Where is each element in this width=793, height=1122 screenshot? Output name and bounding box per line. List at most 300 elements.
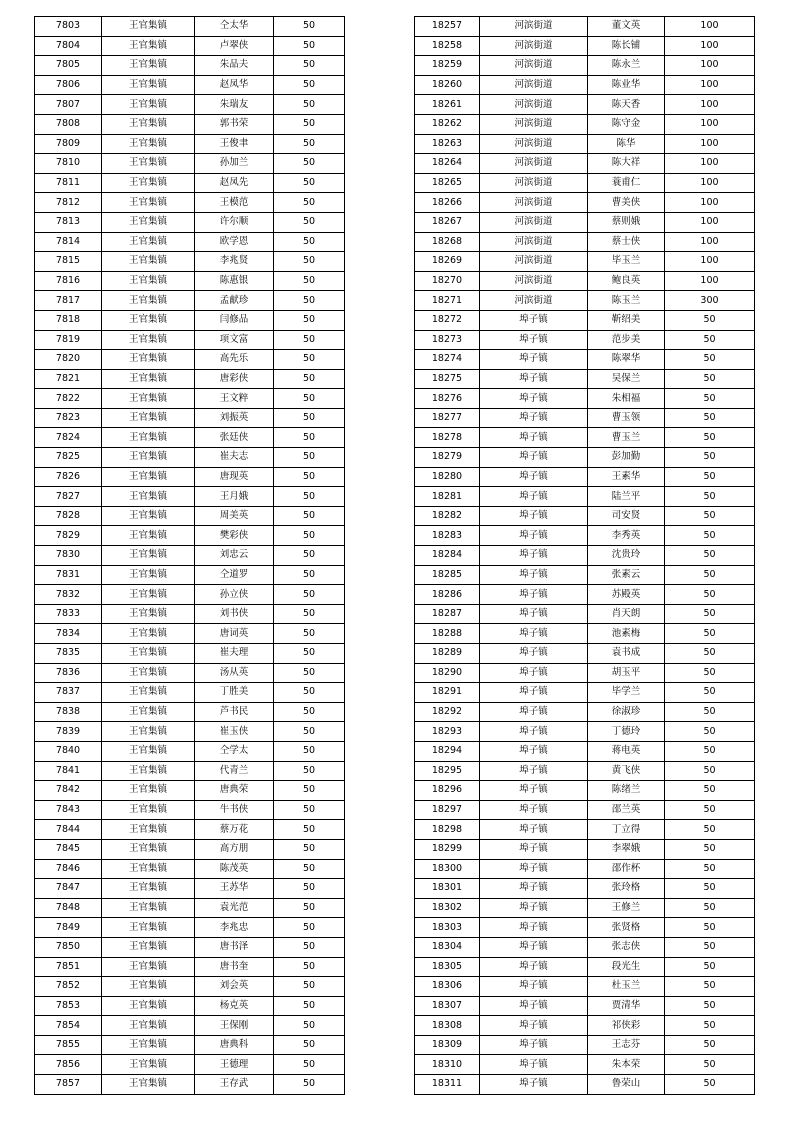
cell-name: 陈玉兰 [588,291,665,311]
table-row [415,1035,755,1055]
table-row [35,859,345,879]
cell-town: 河滨街道 [480,232,588,252]
table-row [415,448,755,468]
cell-town: 王官集镇 [102,154,195,174]
table-row [415,820,755,840]
cell-town: 王官集镇 [102,683,195,703]
cell-id: 18261 [415,95,480,115]
cell-id: 18298 [415,820,480,840]
cell-id: 7837 [35,683,102,703]
cell-id: 18282 [415,506,480,526]
cell-id: 18280 [415,467,480,487]
cell-amount: 50 [274,467,345,487]
cell-town: 埠子镇 [480,448,588,468]
cell-id: 7843 [35,800,102,820]
cell-amount: 50 [274,604,345,624]
cell-name: 李秀英 [588,526,665,546]
table-row [415,741,755,761]
cell-town: 埠子镇 [480,350,588,370]
cell-name: 蓑甫仁 [588,173,665,193]
cell-name: 王模范 [195,193,274,213]
table-row [35,761,345,781]
cell-amount: 50 [665,702,755,722]
cell-town: 埠子镇 [480,663,588,683]
table-row [35,937,345,957]
cell-amount: 50 [665,1055,755,1075]
table-row [415,977,755,997]
table-row [35,467,345,487]
cell-id: 18278 [415,428,480,448]
cell-name: 蔡则娥 [588,212,665,232]
cell-id: 18305 [415,957,480,977]
table-row [415,95,755,115]
table-row [35,585,345,605]
cell-town: 王官集镇 [102,604,195,624]
cell-amount: 100 [665,36,755,56]
table-row [35,350,345,370]
cell-town: 王官集镇 [102,781,195,801]
table-row [415,781,755,801]
cell-town: 埠子镇 [480,624,588,644]
cell-amount: 50 [274,996,345,1016]
cell-name: 袁光范 [195,898,274,918]
cell-amount: 50 [274,330,345,350]
cell-name: 贾清华 [588,996,665,1016]
cell-name: 陈惠银 [195,271,274,291]
table-row [35,918,345,938]
cell-id: 18286 [415,585,480,605]
table-row [35,369,345,389]
cell-town: 王官集镇 [102,252,195,272]
cell-amount: 50 [274,957,345,977]
cell-name: 唐书泽 [195,937,274,957]
table-row [415,506,755,526]
cell-id: 7846 [35,859,102,879]
cell-name: 张贤格 [588,918,665,938]
cell-id: 7832 [35,585,102,605]
cell-name: 毕玉兰 [588,252,665,272]
cell-town: 河滨街道 [480,154,588,174]
cell-id: 18297 [415,800,480,820]
cell-id: 18310 [415,1055,480,1075]
cell-town: 埠子镇 [480,957,588,977]
cell-amount: 100 [665,252,755,272]
cell-id: 18283 [415,526,480,546]
cell-id: 7857 [35,1075,102,1095]
table-row [35,1075,345,1095]
cell-town: 河滨街道 [480,252,588,272]
table-row [415,1055,755,1075]
cell-town: 埠子镇 [480,918,588,938]
cell-amount: 50 [274,173,345,193]
cell-amount: 100 [665,134,755,154]
cell-id: 7808 [35,114,102,134]
cell-amount: 50 [665,918,755,938]
cell-name: 高方朋 [195,839,274,859]
cell-id: 18275 [415,369,480,389]
cell-id: 18311 [415,1075,480,1095]
cell-name: 池素梅 [588,624,665,644]
table-row [35,408,345,428]
cell-id: 7804 [35,36,102,56]
cell-amount: 100 [665,17,755,37]
cell-name: 陈长铺 [588,36,665,56]
cell-town: 王官集镇 [102,526,195,546]
cell-amount: 50 [274,193,345,213]
cell-name: 朱相福 [588,389,665,409]
cell-id: 7809 [35,134,102,154]
table-row [415,898,755,918]
cell-town: 埠子镇 [480,820,588,840]
cell-name: 沈贵玲 [588,546,665,566]
table-row [35,977,345,997]
cell-town: 王官集镇 [102,193,195,213]
cell-name: 王素华 [588,467,665,487]
cell-name: 张素云 [588,565,665,585]
cell-name: 蔡万花 [195,820,274,840]
cell-amount: 100 [665,173,755,193]
cell-id: 18309 [415,1035,480,1055]
cell-town: 埠子镇 [480,859,588,879]
cell-town: 埠子镇 [480,585,588,605]
cell-id: 18269 [415,252,480,272]
table-row [415,369,755,389]
cell-id: 7851 [35,957,102,977]
table-row [35,212,345,232]
cell-town: 王官集镇 [102,428,195,448]
cell-id: 18293 [415,722,480,742]
cell-town: 王官集镇 [102,408,195,428]
table-row [35,193,345,213]
cell-town: 王官集镇 [102,212,195,232]
table-row [35,506,345,526]
cell-name: 段光生 [588,957,665,977]
cell-town: 埠子镇 [480,428,588,448]
table-row [415,761,755,781]
cell-town: 埠子镇 [480,506,588,526]
cell-id: 7836 [35,663,102,683]
cell-id: 18258 [415,36,480,56]
cell-id: 18290 [415,663,480,683]
table-row [35,839,345,859]
cell-town: 王官集镇 [102,310,195,330]
cell-amount: 100 [665,271,755,291]
cell-id: 18262 [415,114,480,134]
cell-name: 杜玉兰 [588,977,665,997]
cell-town: 河滨街道 [480,173,588,193]
table-row [415,389,755,409]
cell-id: 7833 [35,604,102,624]
cell-town: 河滨街道 [480,36,588,56]
cell-town: 王官集镇 [102,17,195,37]
cell-name: 崔夫理 [195,644,274,664]
cell-amount: 50 [665,957,755,977]
table-row [415,722,755,742]
left-table-body [35,17,345,1095]
cell-amount: 50 [274,565,345,585]
table-row [35,741,345,761]
cell-amount: 50 [274,663,345,683]
table-row [35,75,345,95]
table-row [35,526,345,546]
cell-town: 王官集镇 [102,134,195,154]
cell-name: 朱瑞友 [195,95,274,115]
cell-town: 王官集镇 [102,1055,195,1075]
table-row [415,487,755,507]
cell-amount: 50 [274,624,345,644]
table-row [415,957,755,977]
table-row [415,996,755,1016]
cell-amount: 50 [274,977,345,997]
cell-id: 18259 [415,56,480,76]
cell-name: 唐彩侠 [195,369,274,389]
cell-name: 项文富 [195,330,274,350]
cell-amount: 50 [274,56,345,76]
cell-name: 祁侠彩 [588,1016,665,1036]
cell-id: 7821 [35,369,102,389]
cell-name: 刘书侠 [195,604,274,624]
cell-town: 王官集镇 [102,291,195,311]
cell-name: 崔夫志 [195,448,274,468]
cell-id: 7810 [35,154,102,174]
table-row [35,252,345,272]
cell-id: 7827 [35,487,102,507]
cell-town: 埠子镇 [480,604,588,624]
cell-amount: 100 [665,212,755,232]
table-row [415,937,755,957]
cell-id: 7806 [35,75,102,95]
table-row [415,75,755,95]
table-row [35,56,345,76]
table-row [415,683,755,703]
cell-id: 7817 [35,291,102,311]
cell-id: 18279 [415,448,480,468]
cell-amount: 100 [665,154,755,174]
cell-id: 18301 [415,879,480,899]
cell-town: 王官集镇 [102,114,195,134]
cell-amount: 50 [274,134,345,154]
table-row [35,800,345,820]
cell-amount: 50 [274,1016,345,1036]
cell-name: 陈茂英 [195,859,274,879]
cell-town: 埠子镇 [480,722,588,742]
table-row [415,134,755,154]
cell-name: 芦书民 [195,702,274,722]
cell-id: 18292 [415,702,480,722]
table-row [415,428,755,448]
cell-town: 王官集镇 [102,820,195,840]
cell-amount: 50 [665,585,755,605]
cell-name: 崔玉侠 [195,722,274,742]
cell-name: 李兆贤 [195,252,274,272]
cell-id: 7844 [35,820,102,840]
cell-amount: 50 [665,310,755,330]
cell-town: 王官集镇 [102,879,195,899]
cell-id: 7818 [35,310,102,330]
cell-name: 陈天香 [588,95,665,115]
table-row [35,996,345,1016]
table-row [35,17,345,37]
table-row [35,1016,345,1036]
table-row [35,565,345,585]
cell-id: 7849 [35,918,102,938]
cell-town: 埠子镇 [480,467,588,487]
cell-id: 7845 [35,839,102,859]
cell-id: 7830 [35,546,102,566]
cell-id: 7820 [35,350,102,370]
table-row [35,546,345,566]
table-row [35,663,345,683]
cell-town: 王官集镇 [102,918,195,938]
cell-id: 7812 [35,193,102,213]
table-row [35,173,345,193]
cell-amount: 50 [274,95,345,115]
table-row [35,879,345,899]
cell-amount: 50 [665,741,755,761]
table-row [415,330,755,350]
cell-amount: 50 [274,839,345,859]
cell-name: 杨克英 [195,996,274,1016]
cell-town: 河滨街道 [480,95,588,115]
cell-name: 丁立得 [588,820,665,840]
cell-town: 埠子镇 [480,879,588,899]
cell-town: 埠子镇 [480,996,588,1016]
cell-id: 18281 [415,487,480,507]
cell-id: 7815 [35,252,102,272]
table-row [415,546,755,566]
cell-amount: 100 [665,232,755,252]
cell-id: 18299 [415,839,480,859]
table-row [415,800,755,820]
right-table [414,16,755,1095]
cell-town: 埠子镇 [480,937,588,957]
cell-name: 卢翠侠 [195,36,274,56]
cell-name: 樊彩侠 [195,526,274,546]
cell-name: 闫修品 [195,310,274,330]
cell-town: 埠子镇 [480,408,588,428]
cell-id: 18270 [415,271,480,291]
cell-amount: 50 [274,937,345,957]
cell-name: 朱品夫 [195,56,274,76]
cell-amount: 50 [274,800,345,820]
cell-town: 埠子镇 [480,369,588,389]
cell-amount: 50 [665,937,755,957]
cell-town: 河滨街道 [480,56,588,76]
table-row [415,114,755,134]
cell-name: 汤从英 [195,663,274,683]
cell-town: 王官集镇 [102,1075,195,1095]
table-row [35,702,345,722]
table-row [35,820,345,840]
cell-id: 7825 [35,448,102,468]
table-row [415,350,755,370]
cell-id: 7813 [35,212,102,232]
cell-name: 吴保兰 [588,369,665,389]
cell-name: 赵凤华 [195,75,274,95]
cell-amount: 50 [274,722,345,742]
cell-amount: 50 [665,781,755,801]
cell-name: 黄飞侠 [588,761,665,781]
cell-name: 仝太华 [195,17,274,37]
cell-amount: 50 [274,36,345,56]
table-row [415,644,755,664]
cell-name: 李翠娥 [588,839,665,859]
cell-id: 18267 [415,212,480,232]
cell-id: 7848 [35,898,102,918]
cell-amount: 50 [665,644,755,664]
cell-town: 埠子镇 [480,310,588,330]
cell-id: 7853 [35,996,102,1016]
table-row [415,565,755,585]
cell-amount: 50 [274,212,345,232]
cell-name: 彭加勤 [588,448,665,468]
cell-id: 18273 [415,330,480,350]
table-row [35,604,345,624]
cell-amount: 50 [665,683,755,703]
cell-name: 鲍良英 [588,271,665,291]
table-row [415,212,755,232]
cell-name: 蒋电英 [588,741,665,761]
cell-id: 7805 [35,56,102,76]
cell-name: 王修兰 [588,898,665,918]
cell-amount: 50 [665,977,755,997]
cell-name: 唐书奎 [195,957,274,977]
cell-name: 曹玉领 [588,408,665,428]
cell-name: 袁书成 [588,644,665,664]
cell-town: 埠子镇 [480,1016,588,1036]
cell-id: 18264 [415,154,480,174]
cell-amount: 50 [274,252,345,272]
cell-amount: 50 [274,702,345,722]
cell-id: 18274 [415,350,480,370]
table-row [415,624,755,644]
cell-amount: 50 [274,408,345,428]
cell-town: 埠子镇 [480,487,588,507]
cell-town: 王官集镇 [102,761,195,781]
cell-id: 18304 [415,937,480,957]
cell-amount: 50 [665,1016,755,1036]
cell-id: 18287 [415,604,480,624]
cell-id: 18302 [415,898,480,918]
cell-id: 7831 [35,565,102,585]
cell-amount: 50 [665,879,755,899]
table-row [415,193,755,213]
cell-town: 王官集镇 [102,369,195,389]
cell-town: 河滨街道 [480,75,588,95]
cell-amount: 50 [274,75,345,95]
cell-name: 唐典科 [195,1035,274,1055]
cell-amount: 50 [665,565,755,585]
left-table [34,16,345,1095]
cell-town: 王官集镇 [102,56,195,76]
cell-id: 7838 [35,702,102,722]
cell-town: 埠子镇 [480,526,588,546]
cell-amount: 50 [274,506,345,526]
cell-town: 王官集镇 [102,448,195,468]
cell-id: 18296 [415,781,480,801]
cell-amount: 50 [274,389,345,409]
cell-amount: 50 [665,506,755,526]
table-row [35,781,345,801]
cell-name: 唐现英 [195,467,274,487]
cell-town: 王官集镇 [102,585,195,605]
cell-town: 埠子镇 [480,781,588,801]
cell-id: 7823 [35,408,102,428]
cell-name: 张玲格 [588,879,665,899]
table-row [415,702,755,722]
cell-amount: 100 [665,114,755,134]
cell-name: 陈翠华 [588,350,665,370]
